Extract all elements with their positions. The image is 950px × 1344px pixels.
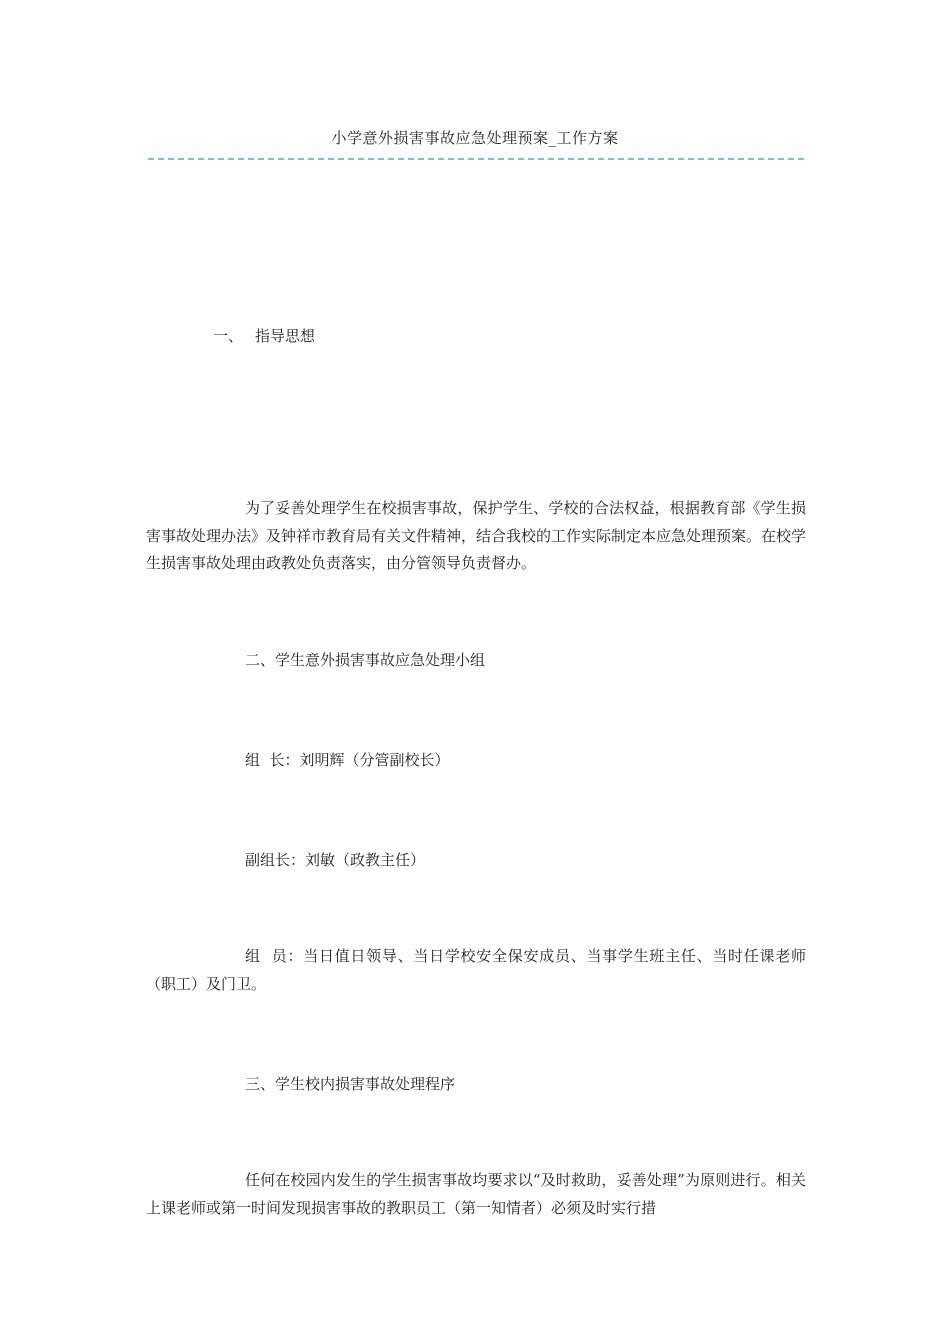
title-divider: [148, 158, 804, 160]
group-leader: 组 长：刘明辉（分管副校长）: [245, 751, 450, 769]
section-2-heading: 二、学生意外损害事故应急处理小组: [245, 651, 486, 669]
section-3-paragraph: 任何在校园内发生的学生损害事故均要求以“及时救助，妥善处理”为原则进行。相关上课老师或第一时间发现损害事故的教职员工（第一知情者）必须及时实行措: [146, 1171, 806, 1217]
section-1-heading: [213, 326, 315, 346]
section-3-heading: 三、学生校内损害事故处理程序: [245, 1075, 456, 1093]
section-1-paragraph: 为了妥善处理学生在校损害事故，保护学生、学校的合法权益，根据教育部《学生损害事故处理办法》及钟祥市教育局有关文件精神，结合我校的工作实际制定本应急处理预案。在校学生损害事故处理由政教处负责落实，由分管领导负责督办。: [146, 499, 807, 572]
section-1-number: 一、: [213, 327, 244, 345]
group-members: 组 员：当日值日领导、当日学校安全保安成员、当事学生班主任、当时任课老师（职工）及门卫。: [146, 947, 806, 993]
page-title: 小学意外损害事故应急处理预案_工作方案: [331, 129, 619, 147]
section-1-title: 指导思想: [255, 327, 316, 345]
group-deputy: 副组长：刘敏（政教主任）: [245, 851, 426, 869]
